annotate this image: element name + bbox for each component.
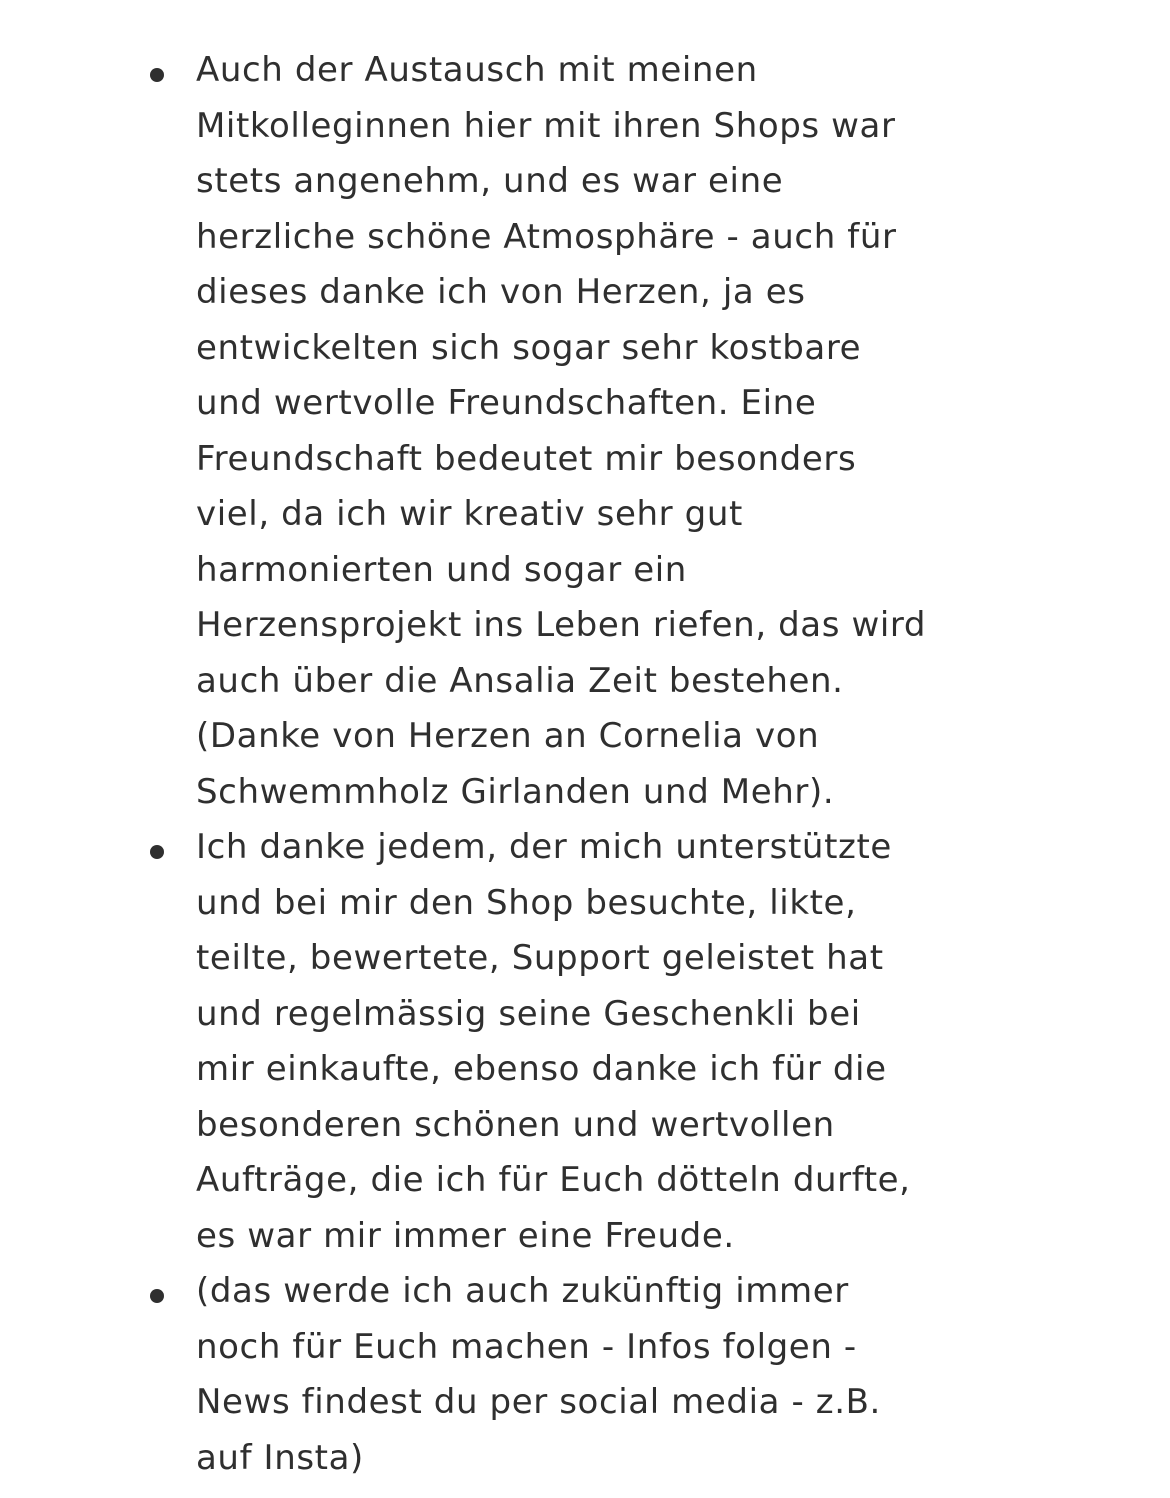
text-line: harmonierten und sogar ein [196,549,687,590]
text-line: und regelmässig seine Geschenkli bei [196,993,861,1034]
list-item [0,43,1006,820]
text-line: Herzensprojekt ins Leben riefen, das wird [196,605,927,645]
text-line: (Danke von Herzen an Cornelia von [196,716,820,756]
text-line: noch für Euch machen - Infos folgen - [196,1326,857,1367]
list-item [0,820,1006,1264]
text-line: besonderen schönen und wertvollen [196,1104,835,1145]
text-line: herzliche schöne Atmosphäre - auch für [196,216,897,257]
list-item-text [196,1264,1006,1486]
text-line: (das werde ich auch zukünftig immer [196,1271,849,1311]
text-line: Auch der Austausch mit meinen [196,50,758,90]
text-line: viel, da ich wir kreativ sehr gut [196,494,743,534]
text-line: mir einkaufte, ebenso danke ich für die [196,1049,887,1089]
text-line: es war mir immer eine Freude. [196,1215,735,1256]
text-line: auf Insta) [196,1437,364,1478]
list-item [0,1264,1006,1486]
list-item-text [196,820,1006,1264]
article-content [0,43,1170,1486]
text-line: auch über die Ansalia Zeit bestehen. [196,660,844,701]
text-line: News findest du per social media - z.B. [196,1382,881,1422]
text-line: teilte, bewertete, Support geleistet hat [196,938,884,978]
text-line: und wertvolle Freundschaften. Eine [196,383,817,423]
list-item-text [196,43,1006,820]
bullet-icon [150,68,164,82]
text-line: Freundschaft bedeutet mir besonders [196,438,857,479]
text-line: Schwemmholz Girlanden und Mehr). [196,771,835,812]
bullet-icon [150,845,164,859]
bullet-list [0,43,1170,1486]
text-line: Aufträge, die ich für Euch dötteln durfte, [196,1160,911,1200]
text-line: dieses danke ich von Herzen, ja es [196,272,806,312]
bullet-icon [150,1289,164,1303]
text-line: entwickelten sich sogar sehr kostbare [196,327,862,368]
text-line: stets angenehm, und es war eine [196,161,784,201]
text-line: Ich danke jedem, der mich unterstützte [196,827,892,867]
text-line: und bei mir den Shop besuchte, likte, [196,882,857,923]
text-line: Mitkolleginnen hier mit ihren Shops war [196,105,896,146]
